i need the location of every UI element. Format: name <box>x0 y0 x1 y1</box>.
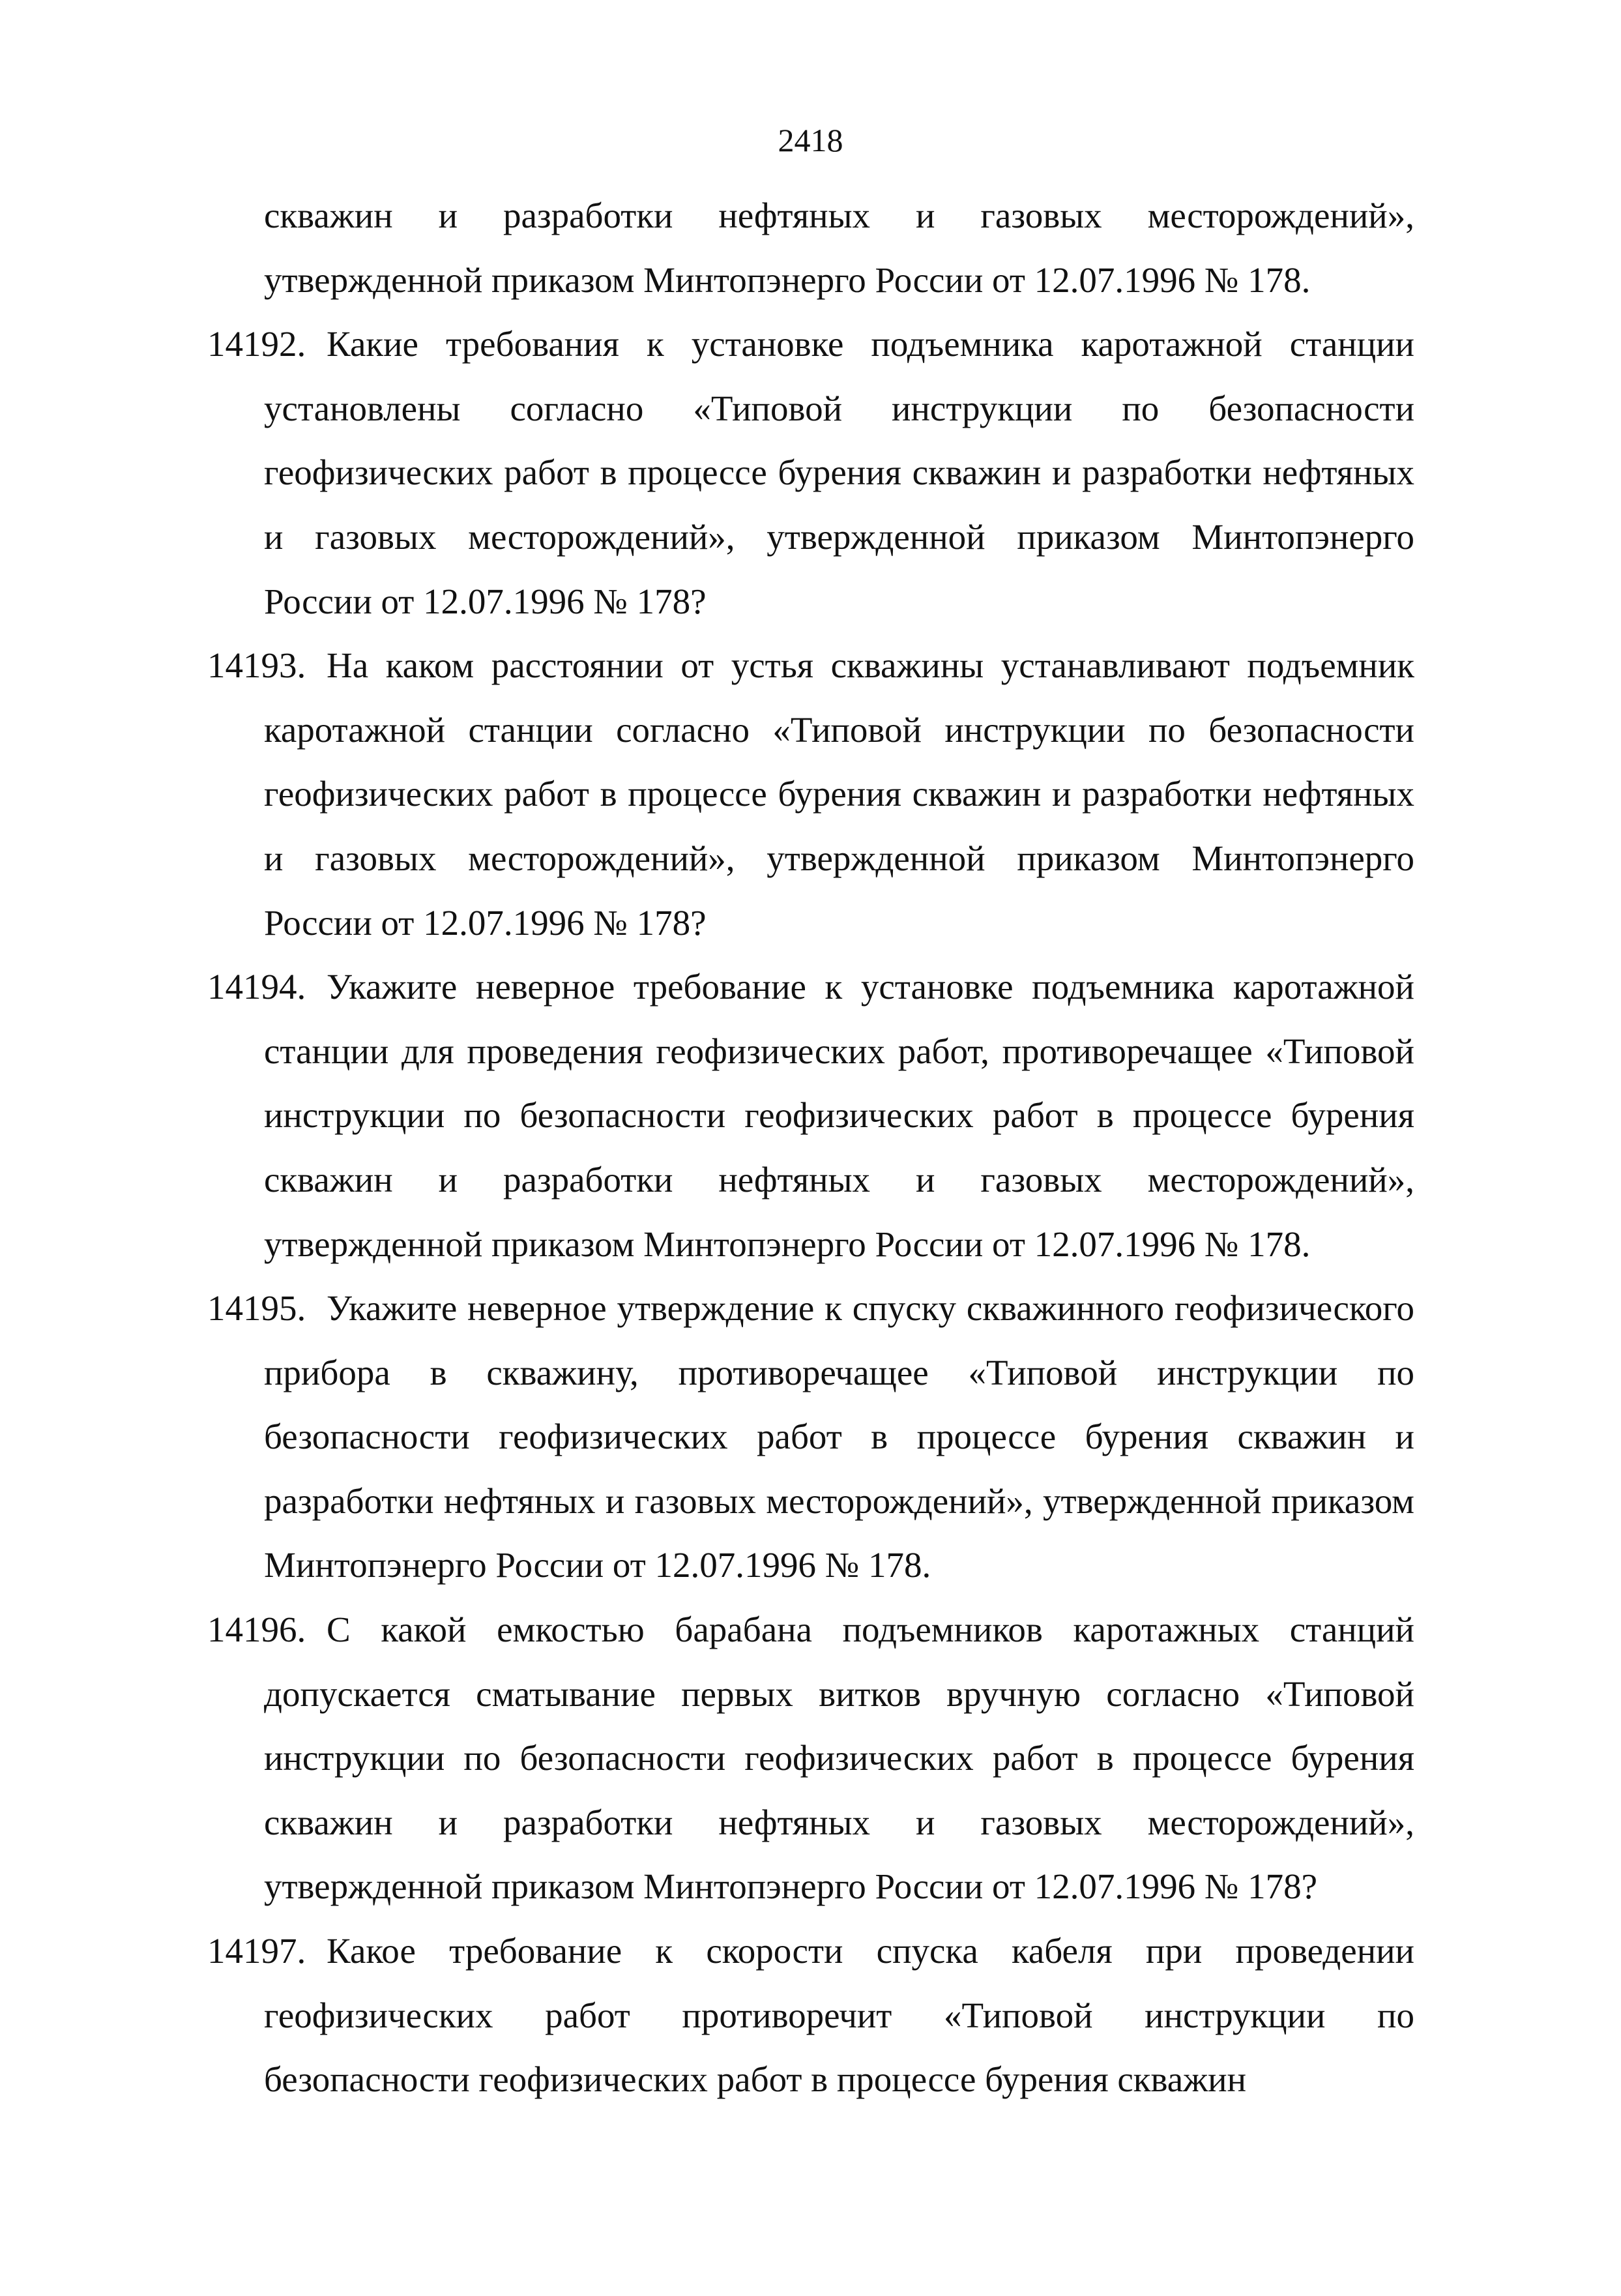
question-item <box>207 634 1414 955</box>
question-text-content: Укажите неверное требование к установке подъемника каротажной станции для проведения геофизических работ, противоречащее «Типовой инструкции по безопасности геофизических работ в процессе бурения скважин и разработки нефтяных и газовых месторождений», утвержденной приказом Минтопэнерго России от 12.07.1996 № 178. <box>264 967 1414 1264</box>
question-text-content: Какое требование к скорости спуска кабеля при проведении геофизических работ противоречит «Типовой инструкции по безопасности геофизических работ в процессе бурения скважин <box>264 1931 1414 2100</box>
continuation-text: скважин и разработки нефтяных и газовых месторождений», утвержденной приказом Минтопэнерго России от 12.07.1996 № 178. <box>264 196 1414 300</box>
question-number: 14196. <box>207 1610 306 1650</box>
question-text-content: Какие требования к установке подъемника каротажной станции установлены согласно «Типовой инструкции по безопасности геофизических работ в процессе бурения скважин и разработки нефтяных и газовых месторождений», утвержденной приказом Минтопэнерго России от 12.07.1996 № 178? <box>264 324 1414 621</box>
continuation-paragraph <box>215 184 1414 312</box>
question-number: 14197. <box>207 1931 306 1971</box>
question-text <box>264 634 1414 955</box>
question-list <box>207 184 1414 2112</box>
page-number: 2418 <box>778 122 843 158</box>
question-text <box>264 312 1414 634</box>
question-item <box>207 955 1414 1276</box>
question-item <box>207 1598 1414 1919</box>
question-text <box>264 1598 1414 1919</box>
question-number: 14194. <box>207 967 306 1007</box>
question-text <box>264 1276 1414 1598</box>
question-text-content: На каком расстоянии от устья скважины устанавливают подъемник каротажной станции согласно «Типовой инструкции по безопасности геофизических работ в процессе бурения скважин и разработки нефтяных и газовых месторождений», утвержденной приказом Минтопэнерго России от 12.07.1996 № 178? <box>264 645 1414 943</box>
question-item <box>207 312 1414 634</box>
question-text-content: С какой емкостью барабана подъемников каротажных станций допускается сматывание первых витков вручную согласно «Типовой инструкции по безопасности геофизических работ в процессе бурения скважин и разработки нефтяных и газовых месторождений», утвержденной приказом Минтопэнерго России от 12.07.1996 № 178? <box>264 1610 1414 1907</box>
question-number: 14192. <box>207 324 306 364</box>
question-text-content: Укажите неверное утверждение к спуску скважинного геофизического прибора в скважину, противоречащее «Типовой инструкции по безопасности геофизических работ в процессе бурения скважин и разработки нефтяных и газовых месторождений», утвержденной приказом Минтопэнерго России от 12.07.1996 № 178. <box>264 1288 1414 1585</box>
question-text <box>264 955 1414 1276</box>
question-item <box>207 1919 1414 2112</box>
question-text <box>264 1919 1414 2112</box>
question-item <box>207 1276 1414 1598</box>
question-number: 14193. <box>207 645 306 686</box>
question-number: 14195. <box>207 1288 306 1329</box>
